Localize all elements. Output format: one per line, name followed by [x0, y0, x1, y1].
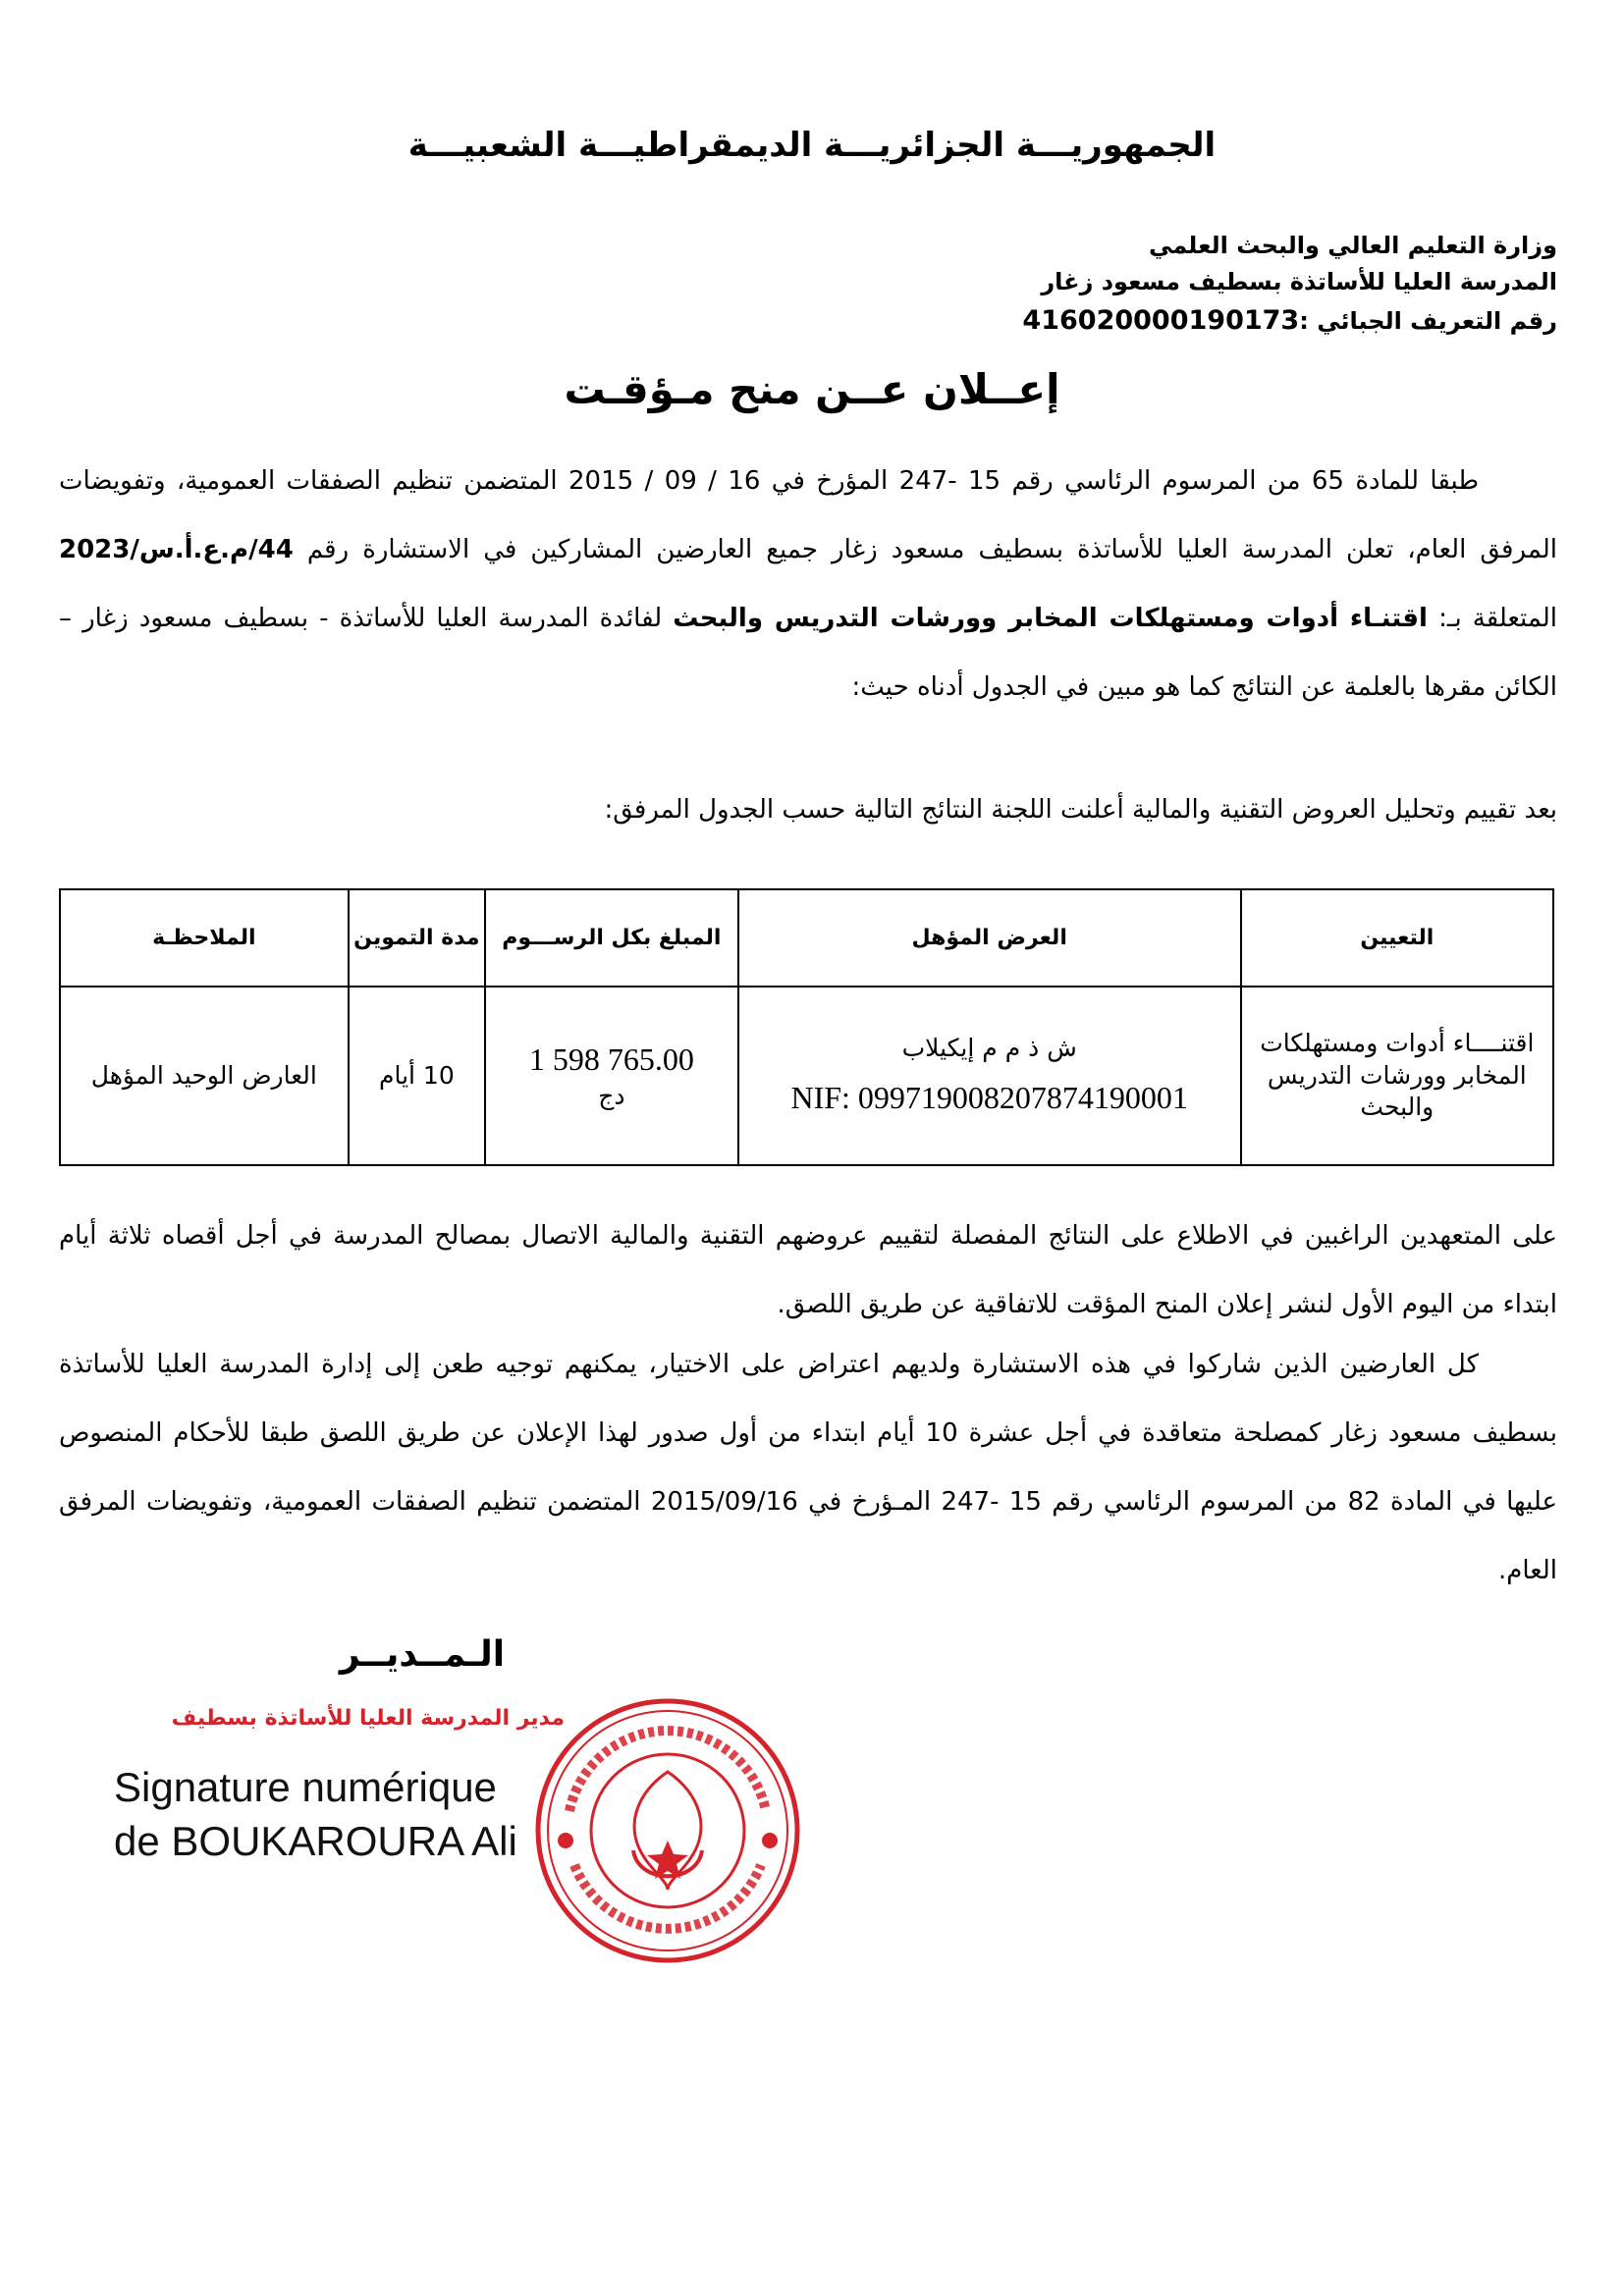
evaluation-paragraph — [59, 775, 1557, 844]
table-row — [60, 987, 1553, 1165]
intro-text-c: لفائدة المدرسة العليا للأساتذة - بسطيف مسعود زغار – الكائن مقرها بالعلمة عن النتائج كما هو مبين في الجدول أدناه حيث: — [59, 604, 1557, 702]
evaluation-text: بعد تقييم وتحليل العروض التقنية والمالية أعلنت اللجنة النتائج التالية حسب الجدول المرفق: — [604, 795, 1557, 825]
consultation-number: 44/م.ع.أ.س/2023 — [59, 535, 294, 564]
header-remark: الملاحظـة — [60, 889, 349, 987]
document-title: إعــلان عــن منح مـؤقـت — [564, 365, 1060, 413]
stamp-caption: مدير المدرسة العليا للأساتذة بسطيف — [171, 1706, 565, 1731]
intro-paragraph — [59, 447, 1557, 721]
official-seal-icon — [530, 1693, 805, 1968]
tax-id-value: 416020000190173 — [1022, 305, 1300, 337]
appeal-text: كل العارضين الذين شاركوا في هذه الاستشارة ولديهم اعتراض على الاختيار، يمكنهم توجيه طعن إلى إدارة المدرسة العليا للأساتذة بسطيف مسعود زغار كمصلحة متعاقدة في أجل عشرة 10 أيام ابتداء من أول صدور لهذا الإعلان عن طريق اللصق طبقا للأحكام المنصوص عليها في المادة 82 من المرسوم الرئاسي رقم 15 -247 المـؤرخ في 2015/09/16 المتضمن تنظيم الصفقات العمومية، وتفويضات المرفق العام. — [59, 1350, 1557, 1585]
intro-text-a: طبقا للمادة 65 من المرسوم الرئاسي رقم 15 -247 المؤرخ في 16 / 09 / 2015 المتضمن تنظيم الصفقات العمومية، وتفويضات المرفق العام، تعلن المدرسة العليا للأساتذة بسطيف مسعود زغار جميع العارضين المشاركين في الاستشارة رقم — [59, 466, 1558, 564]
header-amount: المبلغ بكل الرســـوم — [485, 889, 738, 987]
cell-amount — [485, 987, 738, 1165]
header-designation: التعيين — [1241, 889, 1553, 987]
institution-header — [674, 228, 1557, 342]
info-paragraph — [59, 1201, 1557, 1339]
digital-signature — [114, 1760, 517, 1869]
bidder-name: ش ذ م م إيكيلاب — [901, 1033, 1077, 1062]
cell-designation: اقتنــــاء أدوات ومستهلكات المخابر وورشات التدريس والبحث — [1241, 987, 1553, 1165]
bidder-nif: NIF: 099719008207874190001 — [790, 1080, 1188, 1116]
cell-duration: 10 أيام — [349, 987, 485, 1165]
tax-id-label: رقم التعريف الجبائي : — [1299, 307, 1557, 336]
signature-line-1: Signature numérique — [114, 1764, 497, 1810]
appeal-paragraph — [59, 1330, 1557, 1605]
table-header-row — [60, 889, 1553, 987]
amount-value: 1 598 765.00 — [528, 1041, 694, 1077]
header-qualified-bid: العرض المؤهل — [738, 889, 1241, 987]
tax-id — [674, 300, 1557, 342]
consultation-subject: اقتنـاء أدوات ومستهلكات المخابر وورشات التدريس والبحث — [673, 604, 1428, 633]
intro-text-b: المتعلقة بـ: — [1438, 604, 1558, 633]
republic-heading: الجمهوريـــة الجزائريـــة الديمقراطيـــة الشعبيـــة — [407, 126, 1217, 165]
cell-qualified-bid — [738, 987, 1241, 1165]
ministry-name: وزارة التعليم العالي والبحث العلمي — [1148, 232, 1557, 259]
amount-currency: دج — [598, 1081, 625, 1110]
school-name: المدرسة العليا للأساتذة بسطيف مسعود زغار — [1041, 268, 1557, 296]
director-title: الـمــديــر — [339, 1634, 506, 1675]
cell-remark: العارض الوحيد المؤهل — [60, 987, 349, 1165]
signature-line-2: de BOUKAROURA Ali — [114, 1818, 517, 1865]
results-table — [59, 888, 1554, 1166]
header-duration: مدة التموين — [349, 889, 485, 987]
info-text: على المتعهدين الراغبين في الاطلاع على النتائج المفصلة لتقييم عروضهم التقنية والمالية الاتصال بمصالح المدرسة في أجل أقصاه ثلاثة أيام ابتداء من اليوم الأول لنشر إعلان المنح المؤقت للاتفاقية عن طريق اللصق. — [59, 1221, 1557, 1319]
